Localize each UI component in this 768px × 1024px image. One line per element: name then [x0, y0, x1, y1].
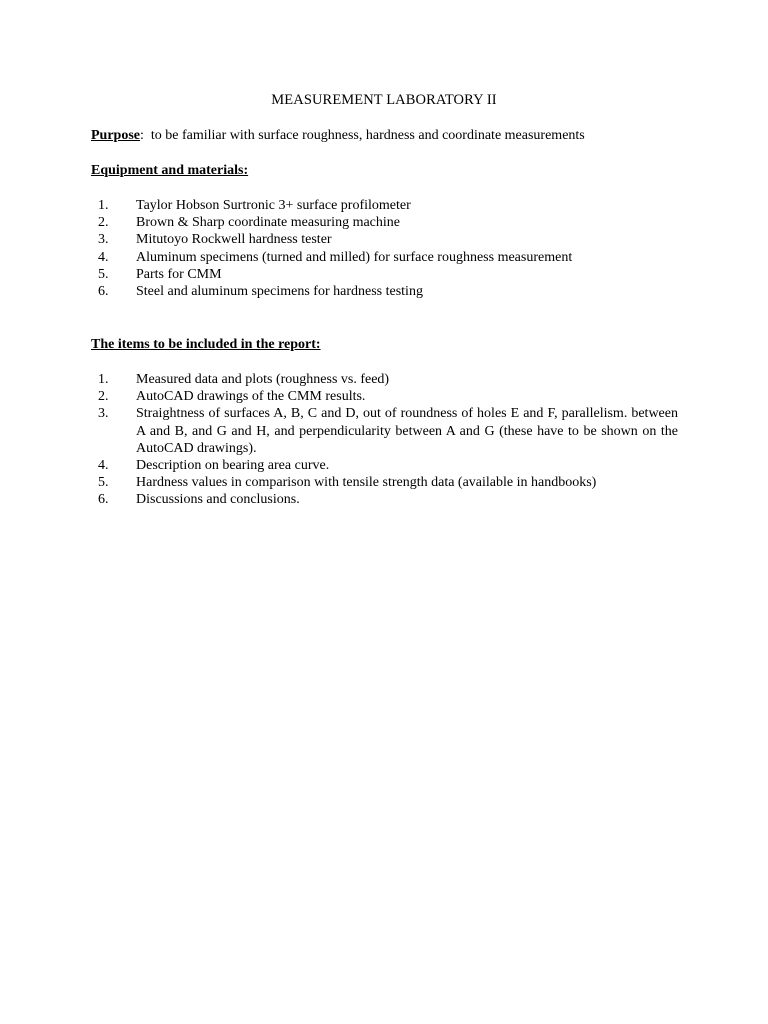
list-item-number: 2. — [98, 215, 109, 231]
list-item — [91, 249, 678, 266]
equipment-heading: Equipment and materials: — [91, 163, 249, 178]
list-item — [91, 457, 678, 474]
list-item — [91, 197, 678, 214]
list-item-number: 6. — [98, 284, 109, 300]
list-item-text: Aluminum specimens (turned and milled) for surface roughness measurement — [136, 249, 573, 265]
list-item — [91, 405, 678, 457]
list-item-number: 3. — [98, 406, 109, 422]
page-title: MEASUREMENT LABORATORY II — [271, 92, 497, 108]
list-item-text: Hardness values in comparison with tensile strength data (available in handbooks) — [136, 475, 597, 491]
list-item-number: 5. — [98, 266, 109, 282]
list-item-text: Description on bearing area curve. — [136, 458, 330, 474]
list-item-number: 4. — [98, 249, 109, 265]
list-item-number: 4. — [98, 458, 109, 474]
list-item-text: Parts for CMM — [136, 266, 222, 282]
list-item — [91, 371, 678, 388]
list-item — [91, 231, 678, 248]
list-item-text: Discussions and conclusions. — [136, 492, 300, 508]
purpose-line — [91, 128, 585, 144]
list-item — [91, 283, 678, 300]
list-item-text: Taylor Hobson Surtronic 3+ surface profilometer — [136, 198, 411, 213]
list-item-text: Straightness of surfaces A, B, C and D, out of roundness of holes E and F, parallelism. between A and B, and G and H, and perpendicularity between A and G (these have to be shown on the AutoCAD drawings). — [136, 406, 678, 456]
list-item-number: 1. — [98, 198, 109, 213]
list-item-number: 5. — [98, 475, 109, 491]
list-item-number: 1. — [98, 372, 109, 387]
list-item-text: Steel and aluminum specimens for hardness testing — [136, 284, 423, 300]
list-item-number: 3. — [98, 232, 109, 248]
list-item — [91, 491, 678, 508]
list-item — [91, 474, 678, 491]
list-item-number: 6. — [98, 492, 109, 508]
list-item-text: Mitutoyo Rockwell hardness tester — [136, 232, 332, 248]
list-item-text: Measured data and plots (roughness vs. feed) — [136, 372, 390, 387]
purpose-colon: : — [140, 128, 144, 143]
report-heading: The items to be included in the report: — [91, 337, 321, 352]
list-item — [91, 388, 678, 405]
purpose-label: Purpose — [91, 128, 140, 143]
list-item — [91, 214, 678, 231]
list-item-text: Brown & Sharp coordinate measuring machine — [136, 215, 400, 231]
list-item-text: AutoCAD drawings of the CMM results. — [136, 389, 366, 405]
list-item — [91, 266, 678, 283]
equipment-list — [91, 197, 678, 300]
purpose-text: to be familiar with surface roughness, hardness and coordinate measurements — [143, 128, 585, 143]
report-list — [91, 371, 678, 509]
list-item-number: 2. — [98, 389, 109, 405]
